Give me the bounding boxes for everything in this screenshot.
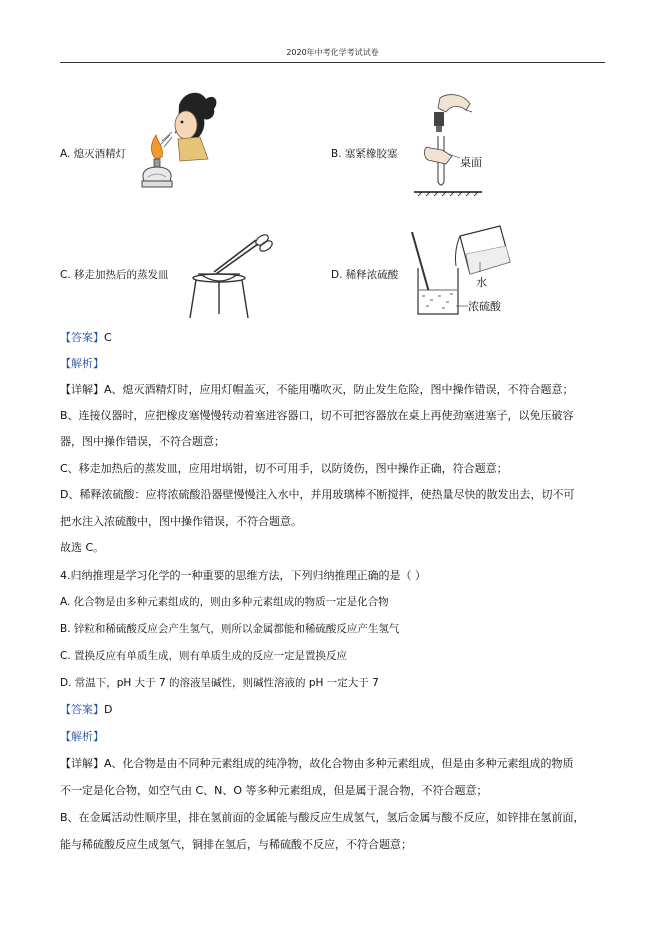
q3-line-1 xyxy=(60,383,574,397)
desk-label: 桌面 xyxy=(460,156,482,169)
q3-answer-line xyxy=(60,331,112,345)
q4-line-3: B、在金属活动性顺序里，排在氢前面的金属能与酸反应生成氢气，氢后金属与酸不反应，如锌排在氢前面， xyxy=(60,811,585,824)
header-rule xyxy=(60,62,605,63)
stopper-tube-figure xyxy=(408,90,498,200)
water-label: 水 xyxy=(476,276,487,289)
q3-analysis-tag: 【解析】 xyxy=(60,357,104,370)
option-a-label: A. 熄灭酒精灯 xyxy=(60,148,127,160)
q3-line-4: C、移走加热后的蒸发皿，应用坩埚钳，切不可用手，以防烫伤，图中操作正确，符合题意； xyxy=(60,462,508,475)
diluting-acid-figure xyxy=(400,222,518,322)
q3-detail-tag: 【详解】 xyxy=(60,383,104,396)
option-c-label: C. 移走加热后的蒸发皿 xyxy=(60,269,169,281)
q4-option-d: D. 常温下，pH 大于 7 的溶液呈碱性，则碱性溶液的 pH 一定大于 7 xyxy=(60,677,379,689)
blowing-out-lamp-figure xyxy=(134,85,224,205)
q3-line-7: 故选 C。 xyxy=(60,541,105,554)
option-b-label: B. 塞紧橡胶塞 xyxy=(331,148,398,160)
q4-line-1-text: A、化合物是由不同种元素组成的纯净物，故化合物由多种元素组成，但是由多种元素组成的物质 xyxy=(104,757,574,770)
q4-line-1 xyxy=(60,757,574,771)
q3-line-1-text: A、熄灭酒精灯时，应用灯帽盖灭，不能用嘴吹灭，防止发生危险，图中操作错误，不符合题意； xyxy=(104,383,574,396)
q3-line-6: 把水注入浓硫酸中，图中操作错误，不符合题意。 xyxy=(60,515,302,528)
q4-answer-tag: 【答案】 xyxy=(60,703,104,716)
q3-line-5: D、稀释浓硫酸：应将浓硫酸沿器壁慢慢注入水中，并用玻璃棒不断搅拌，使热量尽快的散发出去，切不可 xyxy=(60,488,575,501)
q3-answer-value: C xyxy=(104,331,112,344)
page-header: 2020年中考化学考试试卷 xyxy=(286,48,379,57)
evaporating-dish-figure xyxy=(186,228,276,324)
q3-line-3: 器，图中操作错误，不符合题意； xyxy=(60,435,225,448)
q4-answer-line xyxy=(60,703,112,717)
q4-detail-tag: 【详解】 xyxy=(60,757,104,770)
q4-answer-value: D xyxy=(104,703,113,716)
q3-answer-tag: 【答案】 xyxy=(60,331,104,344)
acid-label: 浓硫酸 xyxy=(468,300,501,313)
q4-option-c: C. 置换反应有单质生成，则有单质生成的反应一定是置换反应 xyxy=(60,650,348,662)
q4-line-2: 不一定是化合物，如空气由 C、N、O 等多种元素组成，但是属于混合物，不符合题意； xyxy=(60,784,488,797)
option-d-label: D. 稀释浓硫酸 xyxy=(331,269,399,281)
q4-question: 4.归纳推理是学习化学的一种重要的思维方法，下列归纳推理正确的是（ ） xyxy=(60,569,426,582)
q4-analysis-tag: 【解析】 xyxy=(60,730,104,743)
q4-line-4: 能与稀硫酸反应生成氢气，铜排在氢后，与稀硫酸不反应，不符合题意； xyxy=(60,838,412,851)
q3-line-2: B、连接仪器时，应把橡皮塞慢慢转动着塞进容器口，切不可把容器放在桌上再使劲塞进塞子，以免压破容 xyxy=(60,409,574,422)
q4-option-a: A. 化合物是由多种元素组成的，则由多种元素组成的物质一定是化合物 xyxy=(60,596,389,608)
q4-option-b: B. 锌粒和稀硫酸反应会产生氢气，则所以金属都能和稀硫酸反应产生氢气 xyxy=(60,623,400,635)
